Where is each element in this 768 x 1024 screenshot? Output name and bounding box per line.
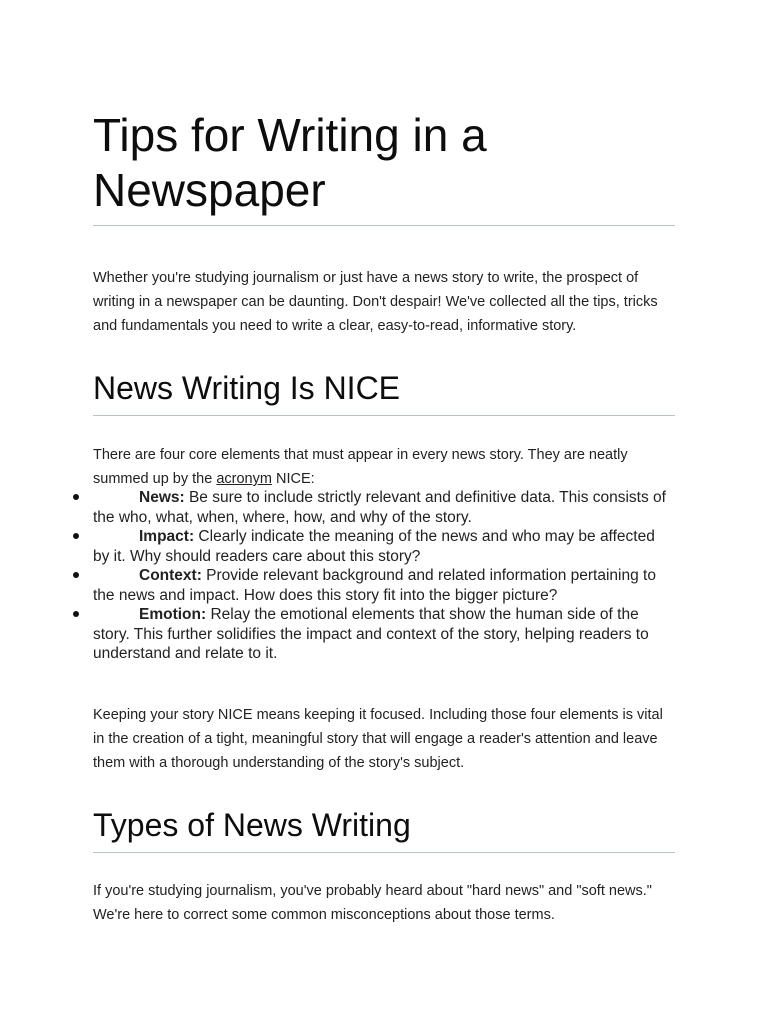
list-item [93,605,675,664]
list-item-term: Impact: [139,528,195,545]
acronym-link[interactable]: acronym [216,471,272,487]
bullet-icon [73,572,79,578]
page-title: Tips for Writing in a Newspaper [93,109,487,216]
list-item [93,527,675,566]
title-divider [93,225,675,226]
section-divider-types [93,852,675,853]
section-divider-nice [93,415,675,416]
lead-text-end: NICE: [271,471,315,487]
list-item-text: Be sure to include strictly relevant and definitive data. This consists of the who, what, when, where, how, and why of the story. [93,489,666,526]
list-item-text: Provide relevant background and related information pertaining to the news and impact. How does this story fit into the bigger picture? [93,567,656,604]
types-paragraph: If you're studying journalism, you've probably heard about "hard news" and "soft news." We're here to correct some common misconceptions about those terms. [93,883,652,923]
lead-text: There are four core elements that must appear in every news story. They are neatly summed up by the [93,447,628,487]
bullet-icon [73,611,79,617]
nice-closing-paragraph: Keeping your story NICE means keeping it focused. Including those four elements is vital in the creation of a tight, meaningful story that will engage a reader's attention and leave them with a thorough understanding of the story's subject. [93,707,663,771]
list-item-text: Clearly indicate the meaning of the news and who may be affected by it. Why should readers care about this story? [93,528,655,565]
section-heading-nice: News Writing Is NICE [93,370,401,406]
bullet-icon [73,533,79,539]
list-item-term: Context: [139,567,202,584]
list-item-term: Emotion: [139,606,207,623]
section-heading-types: Types of News Writing [93,807,411,843]
intro-paragraph: Whether you're studying journalism or just have a news story to write, the prospect of writing in a newspaper can be daunting. Don't despair! We've collected all the tips, tricks and fundamentals you need to write a clear, easy-to-read, informative story. [93,270,658,334]
list-item-text: Relay the emotional elements that show the human side of the story. This further solidifies the impact and context of the story, helping readers to understand and relate to it. [93,606,649,662]
nice-list [93,488,675,664]
nice-lead-paragraph [93,443,678,491]
list-item-term: News: [139,489,185,506]
list-item [93,488,675,527]
list-item [93,566,675,605]
bullet-icon [73,494,79,500]
